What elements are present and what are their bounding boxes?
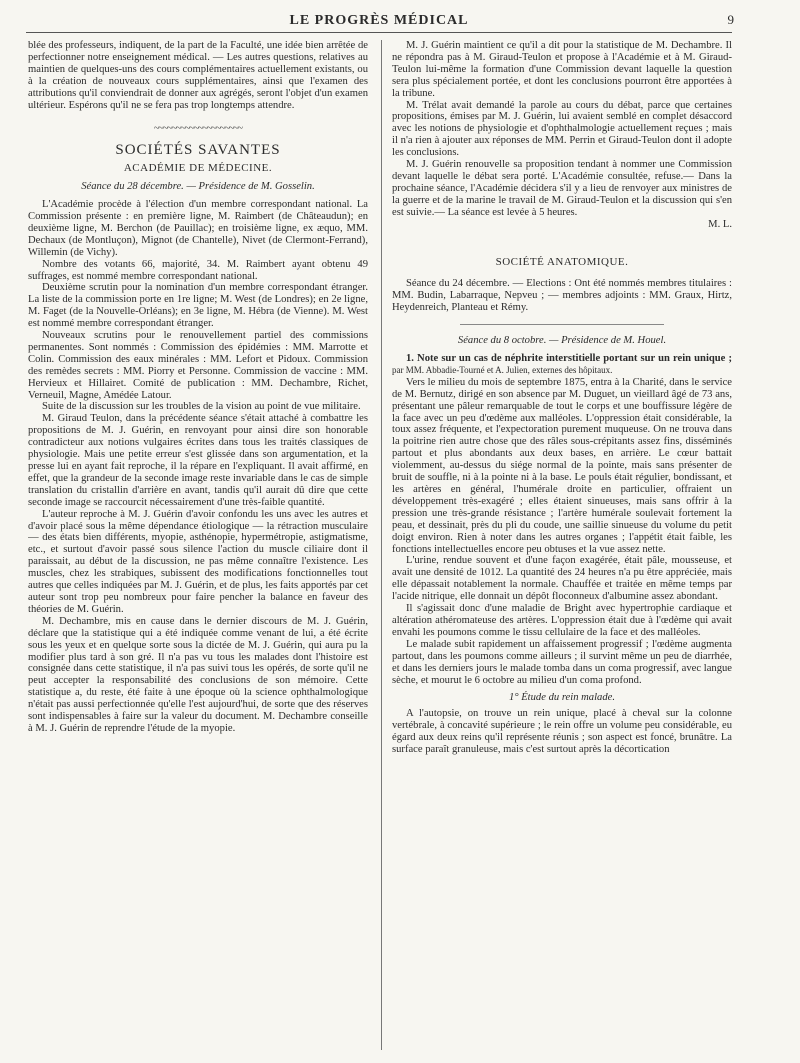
ornament-divider: ~~~~~~~~~~~~~~~~~~~~ <box>153 123 243 135</box>
elections-paragraph: Séance du 24 décembre. — Elections : Ont été nommés membres titulaires : MM. Budin, Labarraque, Nepveu ; — membres adjoints : MM. Graux, Hirtz, Heydenreich, Planteau et Rémy. <box>392 278 732 314</box>
paragraph: A l'autopsie, on trouve un rein unique, placé à cheval sur la colonne vertébrale, à concavité supérieure ; le rein offre un volume peu considérable, eu égard aux deux reins qu'il représente réunis ; son aspect est foncé, brunâtre. La surface paraît granuleuse, mais c'est surtout après la décortication <box>392 708 732 756</box>
running-header <box>26 10 732 33</box>
paragraph: M. J. Guérin renouvelle sa proposition tendant à nommer une Commission devant laquelle le débat sera porté. L'Académie consultée, refuse.— Dans la prochaine séance, l'Académie décidera s'il y a lieu de renvoyer aux ministres de la guerre et de la marine le travail de M. Giraud-Teulon et la discussion qui s'en est suivie.— La séance est levée à 5 heures. <box>392 159 732 218</box>
seance-heading-2 <box>392 335 732 347</box>
paragraph: Il s'agissait donc d'une maladie de Bright avec hypertrophie cardiaque et altération athéromateuse des artères. L'oppression était due à l'œdème qui avait envahi les poumons comme le tissu cellulaire de la face et des malléoles. <box>392 603 732 638</box>
left-column <box>28 40 368 1050</box>
seance-text: Séance du 28 décembre. — Présidence de M. Gosselin. <box>81 181 315 193</box>
paragraph: Nombre des votants 66, majorité, 34. M. Raimbert ayant obtenu 49 suffrages, est nommé membre correspondant national. <box>28 258 368 282</box>
note-authors: par MM. Abbadie-Tourné et A. Julien, externes des hôpitaux. <box>392 364 613 375</box>
right-column <box>392 40 732 1050</box>
paragraph: L'urine, rendue souvent et d'une façon exagérée, était pâle, mousseuse, et avait une densité de 1012. La quantité des 24 heures n'a pu être appréciée, mais elle dépassait notablement la normale. Chauffée et traitée en même temps par l'acide nitrique, elle donnait un dépôt floconneux d'albumine assez abondant. <box>392 555 732 603</box>
academy-heading: ACADÉMIE DE MÉDECINE. <box>123 162 273 175</box>
page-number: 9 <box>727 12 734 27</box>
column-rule <box>381 40 382 1050</box>
paragraph: M. J. Guérin maintient ce qu'il a dit pour la statistique de M. Dechambre. Il ne répondra pas à M. Giraud-Teulon et propose à l'Académie et à M. Giraud-Teulon lui-même la formation d'une Commission devant laquelle la question sera plus spécialement portée, et dont les conclusions pourront être apportées à la tribune. <box>392 40 732 99</box>
seance-heading <box>28 181 368 193</box>
section-title: SOCIÉTÉS SAVANTES <box>115 142 281 159</box>
paragraph: M. Trélat avait demandé la parole au cours du débat, parce que certaines propositions, émises par M. J. Guérin, lui avaient semblé en complet désaccord avec les notions de physiologie et d'ophthalmologie actuellement reçues ; mais il n'a rien à ajouter aux réponses de MM. Perrin et Giraud-Teulon dont il adopte les conclusions. <box>392 99 732 159</box>
paragraph: L'auteur reproche à M. J. Guérin d'avoir confondu les uns avec les autres et d'avoir placé sous la même dépendance étiologique — la rétraction musculaire — des états bien différents, myopie, asthénopie, hypermétropie, astigmatisme, etc., et surtout d'avoir passé sous silence l'action du muscle ciliaire dont il paraissait, au début de la discussion, ne pas même connaître l'existence. Les muscles, chez les strabiques, subissent des modifications fonctionnelles tout autres que celles indiquées par M. J. Guérin, et de plus, les faits apportés par cet auteur sont trop peu nombreux pour faire pencher la balance en faveur des théories de M. Guérin. <box>28 508 368 615</box>
paragraph: Nouveaux scrutins pour le renouvellement partiel des commissions permanentes. Sont nommés : Commission des épidémies : MM. Marrotte et Colin. Commission des eaux minérales : MM. Lefort et Pidoux. Commission des remèdes secrets : MM. Piorry et Personne. Commission de vaccine : MM. Hervieux et Hillairet. Comité de publication : MM. Dechambre, Richet, Verneuil, Magne, Amédée Latour. <box>28 330 368 401</box>
signature: M. L. <box>708 218 732 230</box>
journal-title: LE PROGRÈS MÉDICAL <box>289 13 469 28</box>
seance-text-2: Séance du 8 octobre. — Présidence de M. Houel. <box>457 335 667 347</box>
paragraph: Suite de la discussion sur les troubles de la vision au point de vue militaire. <box>42 401 361 413</box>
paragraph: Vers le milieu du mois de septembre 1875, entra à la Charité, dans le service de M. Bernutz, dirigé en son absence par M. Duguet, un vieillard âgé de 73 ans, présentant une pâleur remarquable de tout le corps et une bouffissure légère de la face avec un peu d'œdème aux malléoles. L'oppression était considérable, la toux assez fréquente, et l'expectoration purement muqueuse. On ne trouva dans la poitrine rien autre chose que des râles sous-crépitants assez fins, disséminés partout et plus abondants aux deux bases, en arrière. Le cœur battait violemment, au-dessus du siége normal de la pointe, mais sans présenter de bruit de souffle, ni à la pointe ni à la base. Le pouls était régulier, bondissant, et les artères en général, l'humérale droite en particulier, offraient un développement très-exagéré ; elles étaient sinueuses, mais sans offrir à la pression une très-grande résistance ; l'artère humérale soulevait fortement la peau, et dessinait, près du pli du coude, une saillie sinueuse du volume du petit doigt environ. Rien à noter dans les autres organes ; l'appétit était faible, les fonctions intellectuelles encore peu obtuses et la vue assez nette. <box>392 376 732 555</box>
divider <box>460 324 664 325</box>
paragraph: Le malade subit rapidement un affaissement progressif ; l'œdème augmenta partout, dans les poumons comme ailleurs ; il survint même un peu de diarrhée, et dans les derniers jours le malade tomba dans un coma progressif, avec langue sèche, et mourut le 6 octobre au milieu d'un coma profond. <box>392 638 732 686</box>
intro-paragraph: blée des professeurs, indiquent, de la part de la Faculté, une idée bien arrêtée de perfectionner notre enseignement médical. — Les autres questions, relatives au maintien de quelques-uns des cours complémentaires actuellement existants, ou à la création de nouveaux cours supplémentaires, ainsi que l'examen des attributions qu'il conviendrait de donner aux agrégés, seront l'objet d'un examen ultérieur. Espérons qu'il ne se fera pas trop longtemps attendre. <box>28 40 368 111</box>
paragraph: M. Dechambre, mis en cause dans le dernier discours de M. J. Guérin, déclare que la statistique qui a été indiquée comme venant de lui, a été écrite sous les yeux et en quelque sorte sous la dictée de M. J. Guérin, qui aura pu la modifier plus tard à son gré. Il n'a pas vu tous les malades dont l'histoire est consignée dans cette statistique, il n'a pas suivi tous les opérés, de sorte qu'il ne peut accepter la responsabilité des conclusions de son mémoire. Cette statistique a, du reste, été faite à une époque où la science ophthalmologique n'était pas aussi perfectionnée qu'elle l'est aujourd'hui, de sorte que des réserves sont indispensables à faire sur la valeur du document. M. Dechambre conseille à M. J. Guérin de reprendre l'étude de la myopie. <box>28 615 368 734</box>
paragraph: M. Giraud Teulon, dans la précédente séance s'était attaché à combattre les propositions de M. J. Guérin, en renvoyant pour ainsi dire son honorable contradicteur aux notions vulgaires écrites dans tous les traités classiques de physiologie. Mais une petite erreur s'est glissée dans son argumentation, et la presse lui en ayant fait reproche, il la répare en l'expliquant. Il avait affirmé, en effet, que la grandeur de la seconde image reste invariable dans le cas de simple translation du cristallin d'arrière en avant, tandis qu'il aurait dû dire que cette seconde image se raccourcit nécessairement d'une très-faible quantité. <box>28 413 368 508</box>
society-heading: SOCIÉTÉ ANATOMIQUE. <box>495 255 629 268</box>
note-title: 1. Note sur un cas de néphrite interstitielle portant sur un rein unique ; <box>406 353 732 365</box>
paragraph: Deuxième scrutin pour la nomination d'un membre correspondant étranger. La liste de la commission porte en 1re ligne; M. West (de Londres); en 2e ligne, M. Faget (de la Nouvelle-Orléans); en 3e ligne, M. Hébra (de Vienne). M. West est nommé membre correspondant étranger. <box>28 282 368 330</box>
study-heading: 1° Étude du rein malade. <box>509 692 615 704</box>
paragraph: L'Académie procède à l'élection d'un membre correspondant national. La Commission présente : en première ligne, M. Raimbert (de Châteaudun); en deuxième ligne, M. Berchon (de Pauillac); en troisième ligne, ex æquo, MM. Dechaux (de Montluçon), Mignot (de Chantelle), Nivet (de Clermont-Ferrand), Willemin (de Vichy). <box>28 199 368 258</box>
note-heading <box>392 353 732 377</box>
